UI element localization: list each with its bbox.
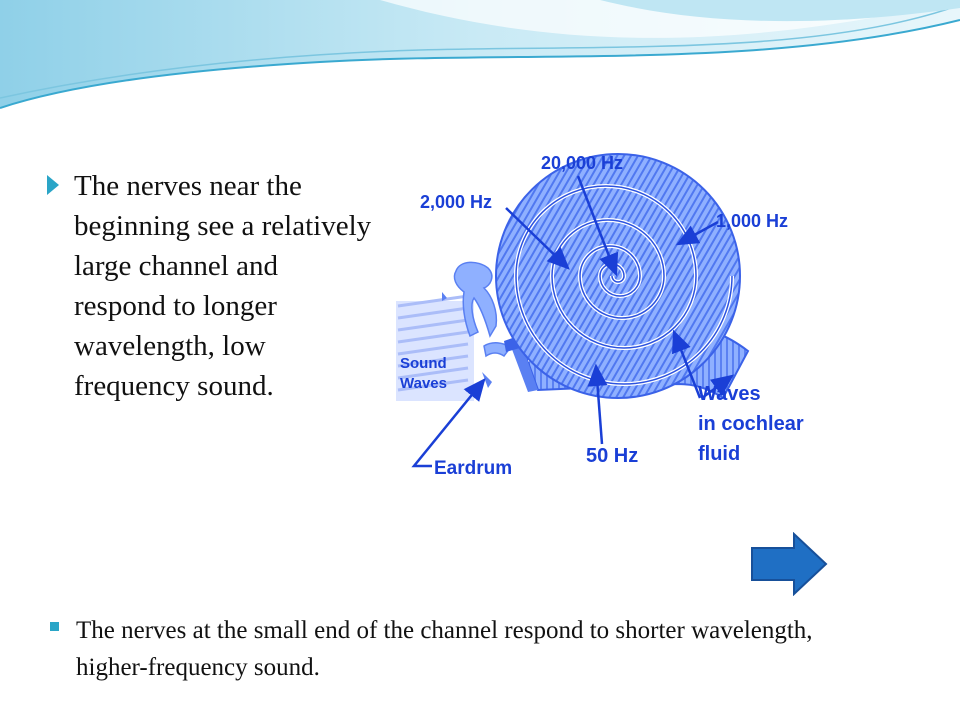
label-2000-hz: 2,000 Hz (420, 192, 493, 212)
label-waves-in-fluid-2: in cochlear (698, 413, 804, 435)
label-20000-hz: 20,000 Hz (541, 153, 624, 173)
label-50-hz: 50 Hz (586, 445, 639, 467)
cochlea-spiral (496, 154, 740, 398)
header-wave-decoration (0, 0, 960, 120)
label-eardrum: Eardrum (434, 458, 513, 479)
label-sound: Sound (400, 355, 447, 372)
cochlea-diagram (378, 136, 852, 488)
label-waves: Waves (400, 375, 447, 392)
label-1000-hz: 1,000 Hz (716, 211, 789, 231)
next-arrow-button[interactable] (750, 532, 828, 596)
square-bullet-icon (50, 622, 59, 631)
label-waves-in-fluid-1: Waves (698, 383, 761, 405)
label-waves-in-fluid-3: fluid (698, 443, 741, 465)
triangle-bullet-icon (46, 174, 60, 196)
right-arrow-icon (752, 534, 826, 594)
main-bullet-text: The nerves near the beginning see a relatively large channel and respond to longer wavelength, low frequency sound. (74, 170, 372, 402)
bottom-bullet-text: The nerves at the small end of the channel respond to shorter wavelength, higher-frequency sound. (76, 617, 813, 681)
